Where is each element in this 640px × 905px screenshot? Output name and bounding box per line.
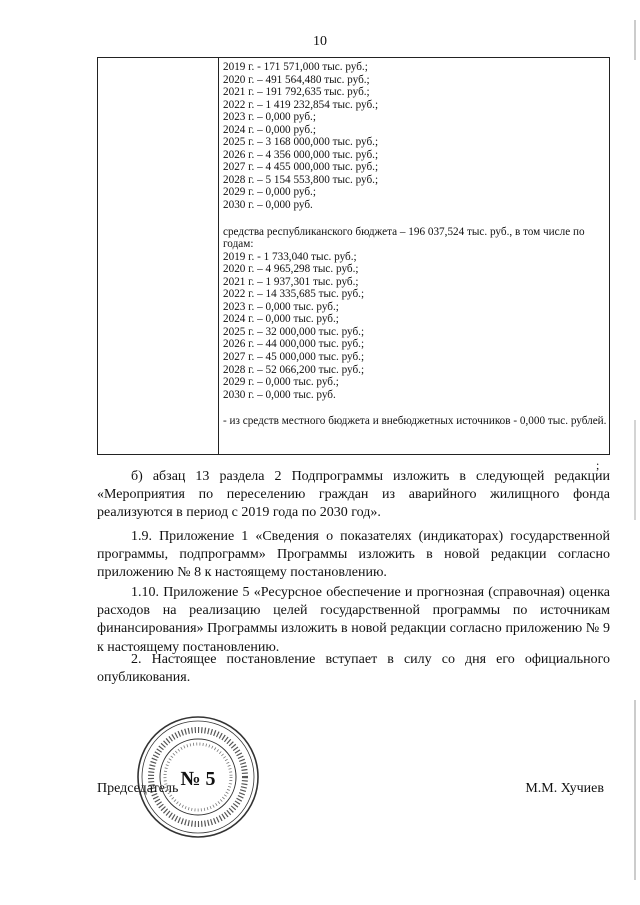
federal-line-2022: 2022 г. – 1 419 232,854 тыс. руб.;	[223, 98, 379, 111]
table-column-divider	[218, 58, 219, 454]
local-budget-note: - из средств местного бюджета и внебюджетных источников - 0,000 тыс. рублей.	[223, 415, 607, 428]
paragraph-b	[97, 468, 610, 523]
republic-line-2026: 2026 г. – 44 000,000 тыс. руб.;	[223, 338, 365, 351]
paragraph-1-9	[97, 528, 610, 583]
republic-line-2027: 2027 г. – 45 000,000 тыс. руб.;	[223, 351, 365, 364]
paragraph-b-text: б) абзац 13 раздела 2 Подпрограммы изложить в следующей редакции «Мероприятия по переселению граждан из аварийного жилищного фонда реализуются в период с 2019 года по 2030 год».	[97, 469, 610, 521]
paragraph-2-text: 2. Настоящее постановление вступает в силу со дня его официального опубликования.	[97, 652, 610, 686]
federal-line-2025: 2025 г. – 3 168 000,000 тыс. руб.;	[223, 136, 379, 149]
republic-line-2028: 2028 г. – 52 066,200 тыс. руб.;	[223, 363, 365, 376]
republic-line-2019: 2019 г. - 1 733,040 тыс. руб.;	[223, 250, 357, 263]
stray-mark: ;	[596, 458, 600, 472]
federal-line-2029: 2029 г. – 0,000 руб.;	[223, 186, 316, 199]
republic-line-2022: 2022 г. – 14 335,685 тыс. руб.;	[223, 288, 365, 301]
scan-edge-marks	[634, 0, 636, 905]
federal-line-2020: 2020 г. – 491 564,480 тыс. руб.;	[223, 73, 370, 86]
paragraph-2	[97, 651, 610, 687]
federal-line-2024: 2024 г. – 0,000 руб.;	[223, 123, 316, 136]
federal-line-2021: 2021 г. – 191 792,635 тыс. руб.;	[223, 86, 370, 99]
republic-budget-header: средства республиканского бюджета – 196 037,524 тыс. руб., в том числе по годам:	[223, 225, 585, 251]
paragraph-1-9-text: 1.9. Приложение 1 «Сведения о показателях (индикаторах) государственной программы, подпрограмм» Программы изложить в новой редакции согласно приложению № 8 к настоящему постановлению.	[97, 529, 610, 581]
paragraph-1-10	[97, 584, 610, 657]
federal-line-2023: 2023 г. – 0,000 руб.;	[223, 111, 316, 124]
federal-line-2027: 2027 г. – 4 455 000,000 тыс. руб.;	[223, 161, 379, 174]
signatory-name: М.М. Хучиев	[525, 781, 604, 796]
funding-table	[97, 57, 610, 455]
republic-line-2030: 2030 г. – 0,000 тыс. руб.	[223, 388, 336, 401]
federal-line-2030: 2030 г. – 0,000 руб.	[223, 199, 313, 212]
federal-line-2019: 2019 г. - 171 571,000 тыс. руб.;	[223, 61, 368, 73]
page-number: 10	[313, 34, 327, 49]
signatory-title: Председатель	[97, 781, 179, 796]
republic-line-2024: 2024 г. – 0,000 тыс. руб.;	[223, 313, 339, 326]
federal-line-2026: 2026 г. – 4 356 000,000 тыс. руб.;	[223, 148, 379, 161]
federal-line-2028: 2028 г. – 5 154 553,800 тыс. руб.;	[223, 173, 379, 186]
republic-line-2029: 2029 г. – 0,000 тыс. руб.;	[223, 376, 339, 389]
republic-line-2025: 2025 г. – 32 000,000 тыс. руб.;	[223, 325, 365, 338]
republic-line-2020: 2020 г. – 4 965,298 тыс. руб.;	[223, 263, 359, 276]
funding-cell	[223, 61, 607, 428]
seal-number: № 5	[180, 768, 216, 790]
republic-line-2023: 2023 г. – 0,000 тыс. руб.;	[223, 300, 339, 313]
republic-line-2021: 2021 г. – 1 937,301 тыс. руб.;	[223, 275, 359, 288]
official-seal	[134, 713, 262, 841]
paragraph-1-10-text: 1.10. Приложение 5 «Ресурсное обеспечение и прогнозная (справочная) оценка расходов на реализацию целей государственной программы по источникам финансирования» Программы изложить в новой редакции согласно приложению № 9 к настоящему постановлению.	[97, 585, 610, 655]
